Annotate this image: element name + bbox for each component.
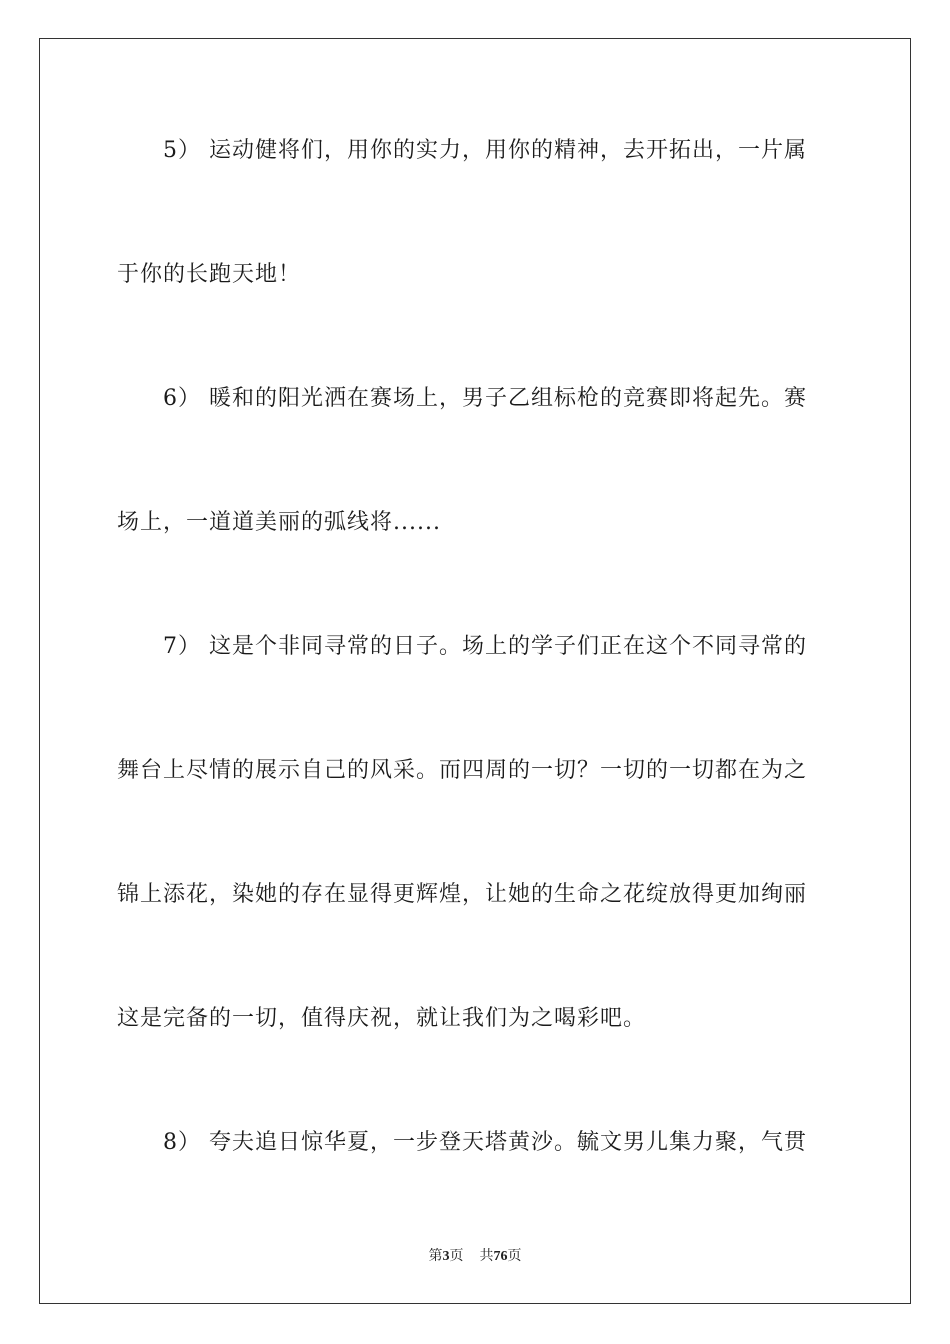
- footer-page-prefix: 第: [428, 1248, 443, 1264]
- paragraph-7-line-1: 7） 这是个非同寻常的日子。场上的学子们正在这个不同寻常的: [163, 634, 807, 659]
- page-border: [39, 38, 911, 1304]
- paragraph-5-line-2: 于你的长跑天地！: [117, 262, 302, 287]
- footer-page-number: 3: [442, 1249, 450, 1264]
- page-footer: [0, 1246, 950, 1267]
- paragraph-7-line-3: 锦上添花，染她的存在显得更辉煌，让她的生命之花绽放得更加绚丽: [117, 882, 808, 907]
- paragraph-6-line-1: 6） 暖和的阳光洒在赛场上，男子乙组标枪的竞赛即将起先。赛: [163, 386, 807, 411]
- footer-total-pages: 76: [493, 1249, 508, 1264]
- footer-total-prefix: 共: [479, 1248, 494, 1264]
- paragraph-8-line-1: 8） 夸夫追日惊华夏，一步登天塔黄沙。毓文男儿集力聚，气贯: [163, 1130, 807, 1155]
- paragraph-7-line-4: 这是完备的一切，值得庆祝，就让我们为之喝彩吧。: [117, 1006, 647, 1031]
- footer-total-suffix: 页: [507, 1248, 522, 1264]
- footer-page-suffix: 页: [449, 1248, 464, 1264]
- paragraph-5-line-1: 5） 运动健将们，用你的实力，用你的精神，去开拓出，一片属: [163, 138, 807, 163]
- paragraph-7-line-2: 舞台上尽情的展示自己的风采。而四周的一切？一切的一切都在为之: [117, 758, 808, 783]
- paragraph-6-line-2: 场上，一道道美丽的弧线将......: [117, 510, 441, 535]
